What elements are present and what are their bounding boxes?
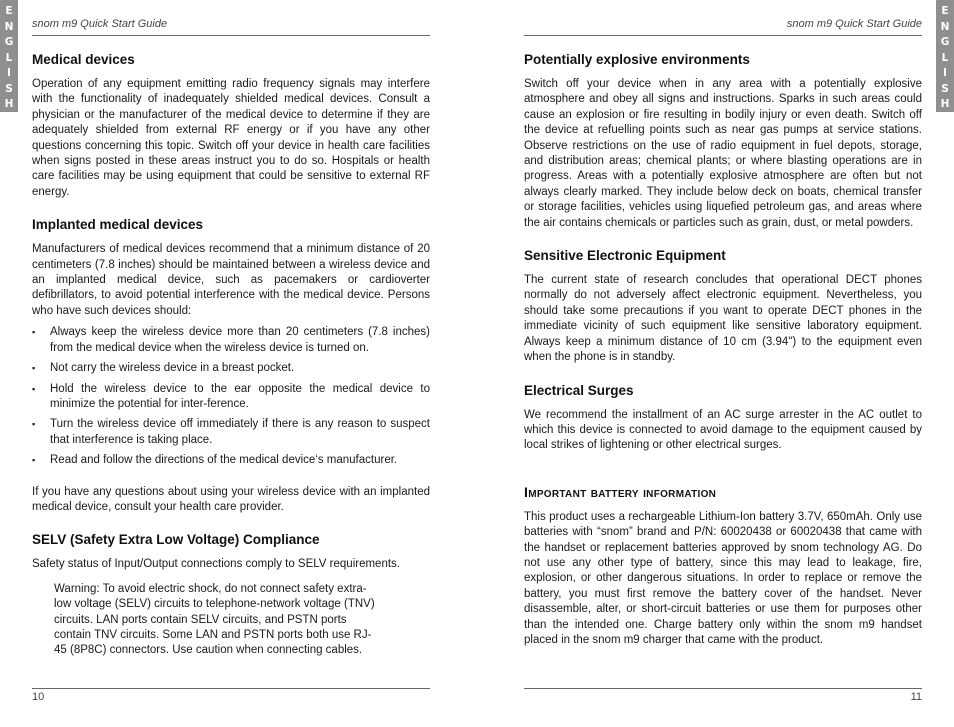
sensitive-equipment-heading: Sensitive Electronic Equipment [524,248,726,264]
page-header: snom m9 Quick Start Guide [32,18,430,36]
electrical-surges-heading: Electrical Surges [524,382,634,398]
tab-letter: I [943,67,947,79]
tab-letter: G [4,36,14,48]
page-number: 11 [524,688,922,703]
tab-letter: N [4,20,14,33]
tab-letter: G [940,36,950,48]
list-item: ▪ Turn the wireless device off immediately if there is any reason to suspect that interference is taking place. [32,417,430,448]
warning-line: circuits. LAN ports contain SELV circuits, and PSTN ports [54,613,347,626]
electrical-surges-text: We recommend the installment of an AC surge arrester in the AC outlet to which this device is connected to avoid damage to the equipment caused by local strikes of lightening or other electrical surges. [524,408,922,452]
battery-info-heading: Important battery information [524,483,717,500]
warning-line: Warning: To avoid electric shock, do not connect safety extra- [54,582,367,595]
tab-letter: E [5,5,13,17]
list-item: ▪ Always keep the wireless device more than 20 centimeters (7.8 inches) from the medical device when the wireless device is turned on. [32,325,430,356]
implanted-devices-text: Manufacturers of medical devices recommend that a minimum distance of 20 centimeters (7.8 inches) should be maintained between a wireless device and an implanted medical device, such as pacemakers or cardioverter defibrillators, to avoid potential interference with the medical device. Persons who have such devices should: [32,243,430,317]
right-page-content [524,51,922,664]
implanted-closing-text: If you have any questions about using your wireless device with an implanted medical device, consult your health care provider. [32,485,430,513]
tab-letter: E [941,5,949,17]
tab-letter: L [941,51,949,64]
selv-heading: SELV (Safety Extra Low Voltage) Compliance [32,532,320,548]
tab-letter: I [7,67,11,79]
tab-letter: N [940,20,950,33]
tab-letter: L [5,51,13,64]
medical-devices-text: Operation of any equipment emitting radio frequency signals may interfere with the functionality of inadequately shielded medical devices. Consult a physician or the manufacturer of the medical device to determine if they are adequately shielded from external RF energy or if you have any other questions concerning this topic. Switch off your device in health care facilities when signs posted in these areas instruct you to do so. Hospitals or health care facilities may be using equipment that could be sensitive to external RF energy. [32,78,430,198]
battery-info-text: This product uses a rechargeable Lithium-Ion battery 3.7V, 650mAh. Only use batteries with “snom” brand and P/N: 60020438 or 60020438 that came with the handset or replacement batteries approved by snom technology AG. Do not use any other type of battery, since this may lead to leakage, fire, explosion, or other dangerous situations. In order to replace or remove the battery, you must first remove the battery cover of the handset. Never disassemble, alter, or short-circuit batteries or use them for purposes other than the intended one. Charge battery only within the snom m9 handset placed in the snom m9 charger that came with the product. [524,510,922,646]
tab-letter: S [941,82,949,95]
warning-line: contain TNV circuits. Some LAN and PSTN ports both use RJ- [54,628,372,641]
selv-warning [54,582,406,659]
warning-line: low voltage (SELV) circuits to telephone-network voltage (TNV) [54,598,375,611]
tab-letter: H [940,98,950,110]
tab-letter: H [4,98,14,110]
page-number: 10 [32,688,430,703]
selv-text: Safety status of Input/Output connections comply to SELV requirements. [32,558,400,571]
list-item: ▪ Not carry the wireless device in a breast pocket. [32,361,430,376]
list-item: ▪ Read and follow the directions of the medical device‘s manufacturer. [32,453,430,468]
language-tab-right [936,0,954,112]
sensitive-equipment-text: The current state of research concludes that operational DECT phones normally do not adversely affect electronic equipment. Nevertheless, you should take some precautions if you want to operate DECT phones in the immediate vicinity of such equipment like sensitive laboratory equipment. Always keep a minimum distance of 10 cm (3.94") to the equipment even when the phone is in standby. [524,274,922,364]
language-tab-left [0,0,18,112]
page-header: snom m9 Quick Start Guide [524,18,922,36]
implanted-bullet-list [32,325,430,468]
list-item: ▪ Hold the wireless device to the ear opposite the medical device to minimize the potential for inter-ference. [32,382,430,413]
implanted-devices-heading: Implanted medical devices [32,217,204,233]
warning-line: 45 (8P8C) connectors. Use caution when connecting cables. [54,644,363,657]
explosive-text: Switch off your device when in any area with a potentially explosive atmosphere and obey all signs and instructions. Sparks in such areas could cause an explosion or fire resulting in bodily injury or even death. Switch off the device at refuelling points such as near gas pumps at service stations. Observe restrictions on the use of radio equipment in fuel depots, storage, and distribution areas; chemical plants; or where blasting operations are in progress. Areas with a potentially explosive atmosphere are often but not always clearly marked. They include below deck on boats, chemical transfer or storage facilities, vehicles using liquefied petroleum gas, and areas where the air contains chemicals or particles such as grain, dust, or metal powders. [524,78,922,229]
tab-letter: S [5,82,13,95]
explosive-heading: Potentially explosive environments [524,52,750,67]
medical-devices-heading: Medical devices [32,52,135,67]
left-page-content [32,51,430,659]
